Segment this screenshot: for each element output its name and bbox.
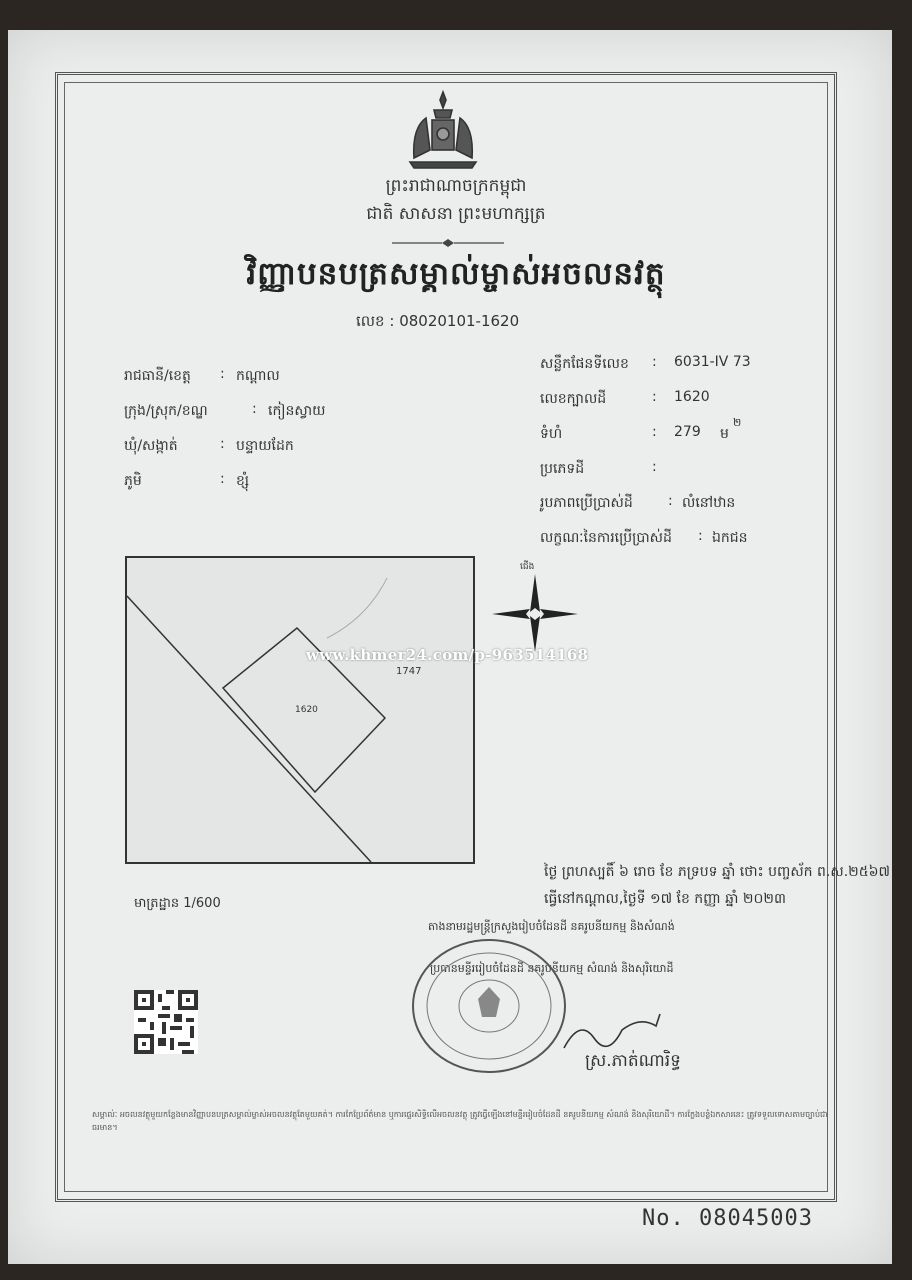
qr-code-icon [134, 990, 198, 1054]
north-label: ជើង [520, 562, 535, 572]
field-land-use-nature: លក្ខណៈនៃការប្រើប្រាស់ដី : ឯកជន [540, 528, 672, 549]
field-label: រូបភាពប្រើប្រាស់ដី [540, 495, 633, 511]
national-motto: ជាតិ សាសនា ព្រះមហាក្សត្រ [366, 204, 546, 224]
official-seal-stamp [408, 935, 570, 1077]
certificate-number: លេខ : 08020101-1620 [356, 312, 520, 330]
field-map-sheet: សន្លឹកផែនទីលេខ : 6031-IV 73 [540, 354, 629, 375]
certificate-number-label: លេខ [356, 312, 385, 330]
field-label: លេខក្បាលដី [540, 391, 607, 407]
issuing-authority: តាងនាមរដ្ឋមន្ត្រីក្រសួងរៀបចំដែនដី នគរូបនីយកម្ម និងសំណង់ [428, 920, 675, 933]
field-label: ក្រុង/ស្រុក/ខណ្ឌ [124, 403, 208, 419]
field-value: 6031-IV 73 [674, 354, 751, 370]
royal-coat-of-arms-icon [404, 88, 482, 170]
certificate-number-value: 08020101-1620 [399, 312, 520, 330]
serial-number: No. 08045003 [642, 1206, 813, 1231]
cadastral-map-lines [127, 558, 473, 862]
field-label: រាជធានី/ខេត្ត [124, 368, 191, 384]
watermark-url: www.khmer24.com/p-963514168 [306, 646, 589, 664]
field-land-use: រូបភាពប្រើប្រាស់ដី : លំនៅឋាន [540, 493, 633, 514]
signer-name: ស្រ.ភាត់ណារិទ្ធ [585, 1051, 681, 1071]
neighbor-parcel-label: 1747 [396, 666, 422, 677]
field-value: កណ្ដាល [236, 368, 280, 384]
field-value: ខ្សុំ [236, 473, 250, 489]
field-label: ភូមិ [124, 473, 142, 489]
field-value: ឯកជន [712, 530, 748, 546]
field-parcel-number: លេខក្បាលដី : 1620 [540, 389, 606, 410]
field-value: 279 [674, 424, 701, 440]
field-label: សន្លឹកផែនទីលេខ [540, 356, 629, 372]
field-value: កៀនស្វាយ [268, 403, 326, 419]
field-label: លក្ខណៈនៃការប្រើប្រាស់ដី [540, 530, 672, 546]
field-value: លំនៅឋាន [682, 495, 736, 511]
north-arrow-compass-icon [490, 560, 580, 655]
map-scale: មាត្រដ្ឋាន 1/600 [134, 896, 221, 911]
field-label: ឃុំ/សង្កាត់ [124, 438, 178, 454]
area-unit: ម [720, 426, 729, 442]
field-label: ប្រភេទដី [540, 461, 585, 477]
field-land-type: ប្រភេទដី : [540, 459, 584, 480]
lunar-date: ថ្ងៃ ព្រហស្បតិ៍ ៦ រោច ខែ ភទ្របទ ឆ្នាំ ថោះ បញ្ចស័ក ព.ស.២៥៦៧ [544, 864, 891, 880]
cadastral-map [125, 556, 475, 864]
field-value: បន្ទាយដែក [236, 438, 294, 454]
field-value: 1620 [674, 389, 710, 405]
issuing-department: ប្រធានមន្ទីររៀបចំដែនដី នគរូបនីយកម្ម សំណង់ និងសុរិយោដី [430, 962, 674, 975]
parcel-label-text: 1620 [295, 705, 318, 715]
document-title: វិញ្ញាបនបត្រសម្គាល់ម្ចាស់អចលនវត្ថុ [246, 256, 666, 292]
field-area: ទំហំ : 279 ម ២ [540, 424, 562, 445]
field-province: រាជធានី/ខេត្ត : កណ្ដាល [124, 366, 191, 387]
issue-date: ធ្វើនៅកណ្ដាល,ថ្ងៃទី ១៧ ខែ កញ្ញា ឆ្នាំ ២០២៣ [544, 891, 786, 907]
ornamental-divider [392, 239, 504, 247]
field-label: ទំហំ [540, 426, 563, 442]
area-unit-superscript: ២ [733, 416, 742, 429]
field-village: ភូមិ : ខ្សុំ [124, 471, 142, 492]
legal-footnote: សម្គាល់ៈ អចលនវត្ថុមួយកន្លែងមានវិញ្ញាបនបត្រសម្គាល់ម្ចាស់អចលនវត្ថុតែមួយគត់។ ការកែប្រែព័ត៌មាន ឬការផ្ទេរសិទ្ធិលើអចលនវត្ថុ ត្រូវធ្វើឡើងនៅមន្ទីររៀបចំដែនដី នគរូបនីយកម្ម សំណង់ និងសុរិយោដី។ ការក្លែងបន្លំឯកសារនេះ ត្រូវទទួលទោសតាមច្បាប់ជាធរមាន។ [92, 1110, 828, 1132]
field-district: ក្រុង/ស្រុក/ខណ្ឌ : កៀនស្វាយ [124, 401, 208, 422]
kingdom-heading: ព្រះរាជាណាចក្រកម្ពុជា [385, 176, 527, 196]
field-commune: ឃុំ/សង្កាត់ : បន្ទាយដែក [124, 436, 178, 457]
